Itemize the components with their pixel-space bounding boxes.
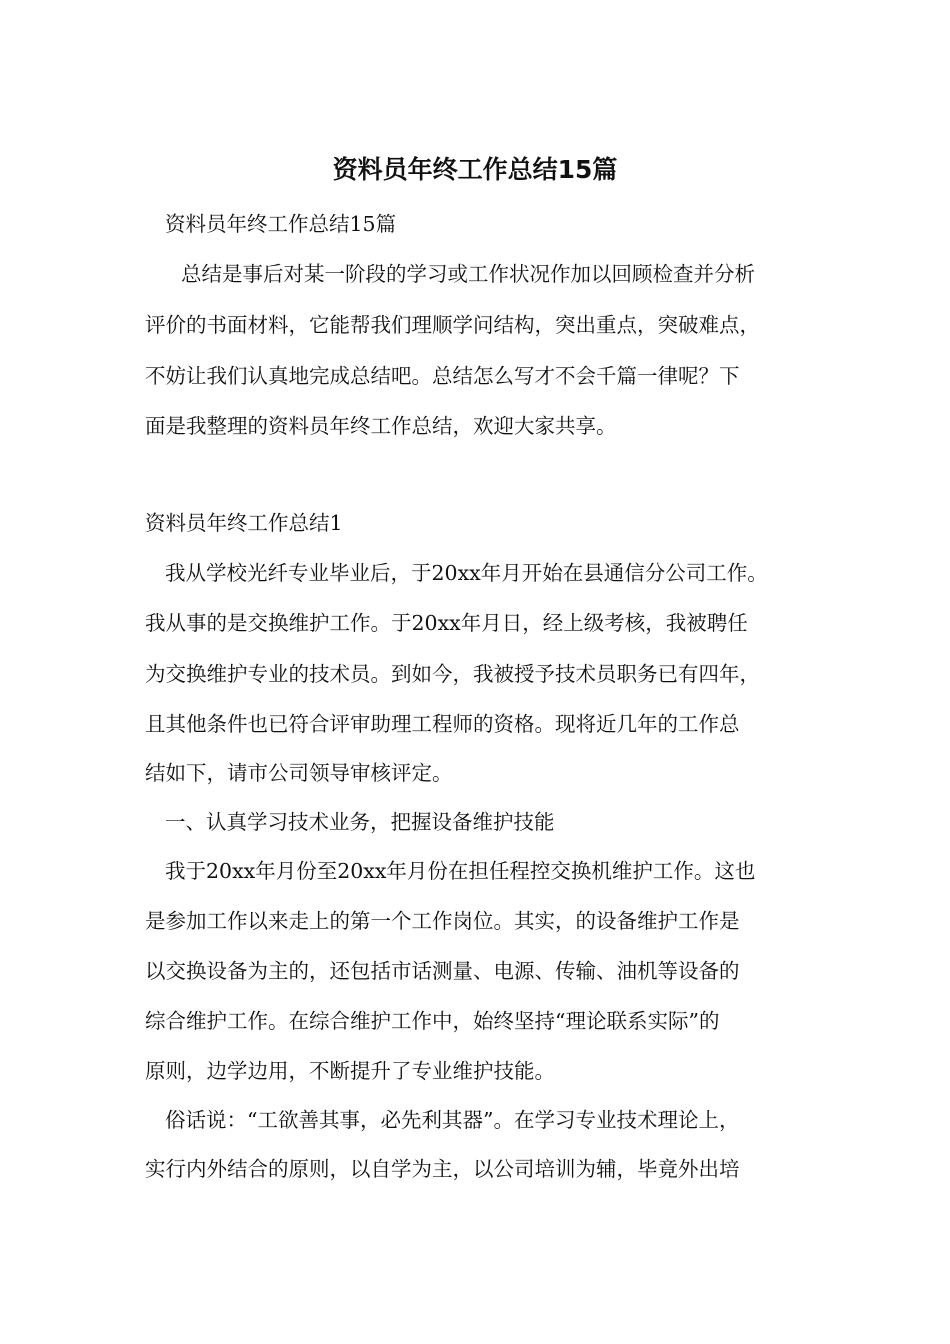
body-line-7: 是参加工作以来走上的第一个工作岗位。其实，的设备维护工作是 — [145, 909, 740, 933]
body-line-1: 我从学校光纤专业毕业后，于20xx年月开始在县通信分公司工作。 — [165, 561, 768, 585]
subtitle-line: 资料员年终工作总结15篇 — [165, 212, 397, 236]
body-line-6: 我于20xx年月份至20xx年月份在担任程控交换机维护工作。这也 — [165, 859, 756, 883]
body-line-5: 结如下，请市公司领导审核评定。 — [145, 761, 453, 785]
intro-line-1: 总结是事后对某一阶段的学习或工作状况作加以回顾检查并分析 — [181, 262, 755, 286]
body-line-4: 且其他条件也已符合评审助理工程师的资格。现将近几年的工作总 — [145, 712, 740, 736]
body-line-8: 以交换设备为主的，还包括市话测量、电源、传输、油机等设备的 — [145, 959, 740, 983]
body-line-9: 综合维护工作。在综合维护工作中，始终坚持“理论联系实际”的 — [145, 1009, 720, 1033]
intro-line-4: 面是我整理的资料员年终工作总结，欢迎大家共享。 — [145, 414, 617, 438]
document-title: 资料员年终工作总结15篇 — [332, 155, 618, 184]
intro-line-2: 评价的书面材料，它能帮我们理顺学问结构，突出重点，突破难点， — [145, 313, 760, 337]
body-line-11: 俗话说：“工欲善其事，必先利其器”。在学习专业技术理论上， — [165, 1108, 740, 1132]
body-line-12: 实行内外结合的原则，以自学为主，以公司培训为辅，毕竟外出培 — [145, 1157, 740, 1181]
body-line-3: 为交换维护专业的技术员。到如今，我被授予技术员职务已有四年， — [145, 662, 760, 686]
section-heading-1: 资料员年终工作总结1 — [145, 511, 343, 535]
subheading-1: 一、认真学习技术业务，把握设备维护技能 — [165, 810, 555, 834]
body-line-2: 我从事的是交换维护工作。于20xx年月日，经上级考核，我被聘任 — [145, 611, 748, 635]
body-line-10: 原则，边学边用，不断提升了专业维护技能。 — [145, 1059, 555, 1083]
intro-line-3: 不妨让我们认真地完成总结吧。总结怎么写才不会千篇一律呢？下 — [145, 364, 740, 388]
